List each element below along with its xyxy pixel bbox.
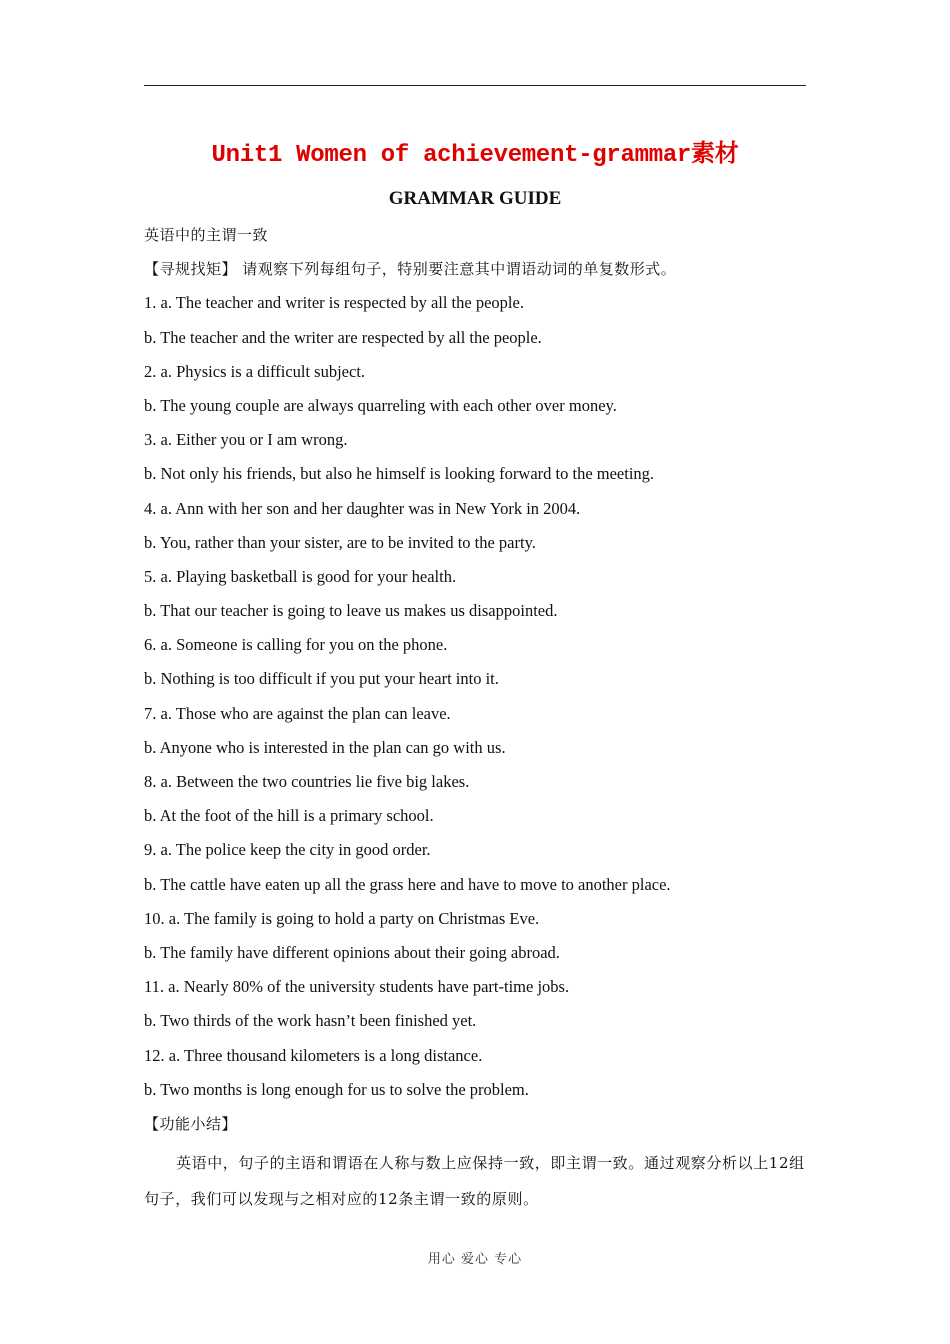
title-chinese: 素材	[691, 139, 739, 167]
summary-heading: 【功能小结】	[144, 1114, 238, 1133]
sentence-item: 7. a. Those who are against the plan can leave.	[144, 703, 451, 723]
sentence-item: 3. a. Either you or I am wrong.	[144, 430, 348, 450]
sentence-item: 2. a. Physics is a difficult subject.	[144, 361, 366, 381]
sentence-item: 8. a. Between the two countries lie five big lakes.	[144, 772, 470, 791]
title-english: Unit1 Women of achievement-grammar	[211, 142, 692, 169]
instruction-line: 【寻规找矩】 请观察下列每组句子，特别要注意其中谓语动词的单复数形式。	[144, 260, 677, 279]
sentence-item: 6. a. Someone is calling for you on the phone.	[144, 635, 448, 655]
sentence-item: b. The family have different opinions about their going abroad.	[144, 942, 560, 962]
intro-line: 英语中的主谓一致	[144, 226, 269, 244]
grammar-guide-heading: GRAMMAR GUIDE	[388, 188, 562, 209]
page-footer: 用心 爱心 专心	[427, 1252, 523, 1267]
sentence-item: b. The teacher and the writer are respected by all the people.	[144, 327, 542, 347]
sentence-item: b. The young couple are always quarreling with each other over money.	[144, 395, 617, 415]
sentence-list	[144, 288, 808, 1109]
summary-paragraph: 英语中，句子的主语和谓语在人称与数上应保持一致，即主谓一致。通过观察分析以上12组句子，我们可以发现与之相对应的12条主谓一致的原则。	[144, 1154, 805, 1209]
document-title	[0, 133, 950, 169]
sentence-item: 10. a. The family is going to hold a party on Christmas Eve.	[144, 908, 540, 928]
sentence-item: b. That our teacher is going to leave us makes us disappointed.	[144, 601, 558, 621]
document-body	[144, 220, 808, 1217]
sentence-item: b. Two months is long enough for us to solve the problem.	[144, 1079, 529, 1099]
sentence-item: 4. a. Ann with her son and her daughter was in New York in 2004.	[144, 498, 581, 518]
header-rule	[144, 85, 806, 86]
sentence-item: 1. a. The teacher and writer is respected by all the people.	[144, 293, 524, 313]
sentence-item: b. The cattle have eaten up all the grass here and have to move to another place.	[144, 874, 671, 894]
sentence-item: 9. a. The police keep the city in good order.	[144, 840, 431, 860]
sentence-item: b. Not only his friends, but also he himself is looking forward to the meeting.	[144, 464, 655, 484]
sentence-item: b. At the foot of the hill is a primary school.	[144, 806, 434, 826]
sentence-item: 5. a. Playing basketball is good for your health.	[144, 566, 457, 586]
sentence-item: b. You, rather than your sister, are to be invited to the party.	[144, 532, 536, 552]
sentence-item: 12. a. Three thousand kilometers is a long distance.	[144, 1045, 483, 1065]
sentence-item: 11. a. Nearly 80% of the university students have part-time jobs.	[144, 977, 570, 997]
sentence-item: b. Anyone who is interested in the plan can go with us.	[144, 737, 506, 757]
sentence-item: b. Nothing is too difficult if you put your heart into it.	[144, 669, 499, 689]
sentence-item: b. Two thirds of the work hasn’t been finished yet.	[144, 1011, 477, 1031]
